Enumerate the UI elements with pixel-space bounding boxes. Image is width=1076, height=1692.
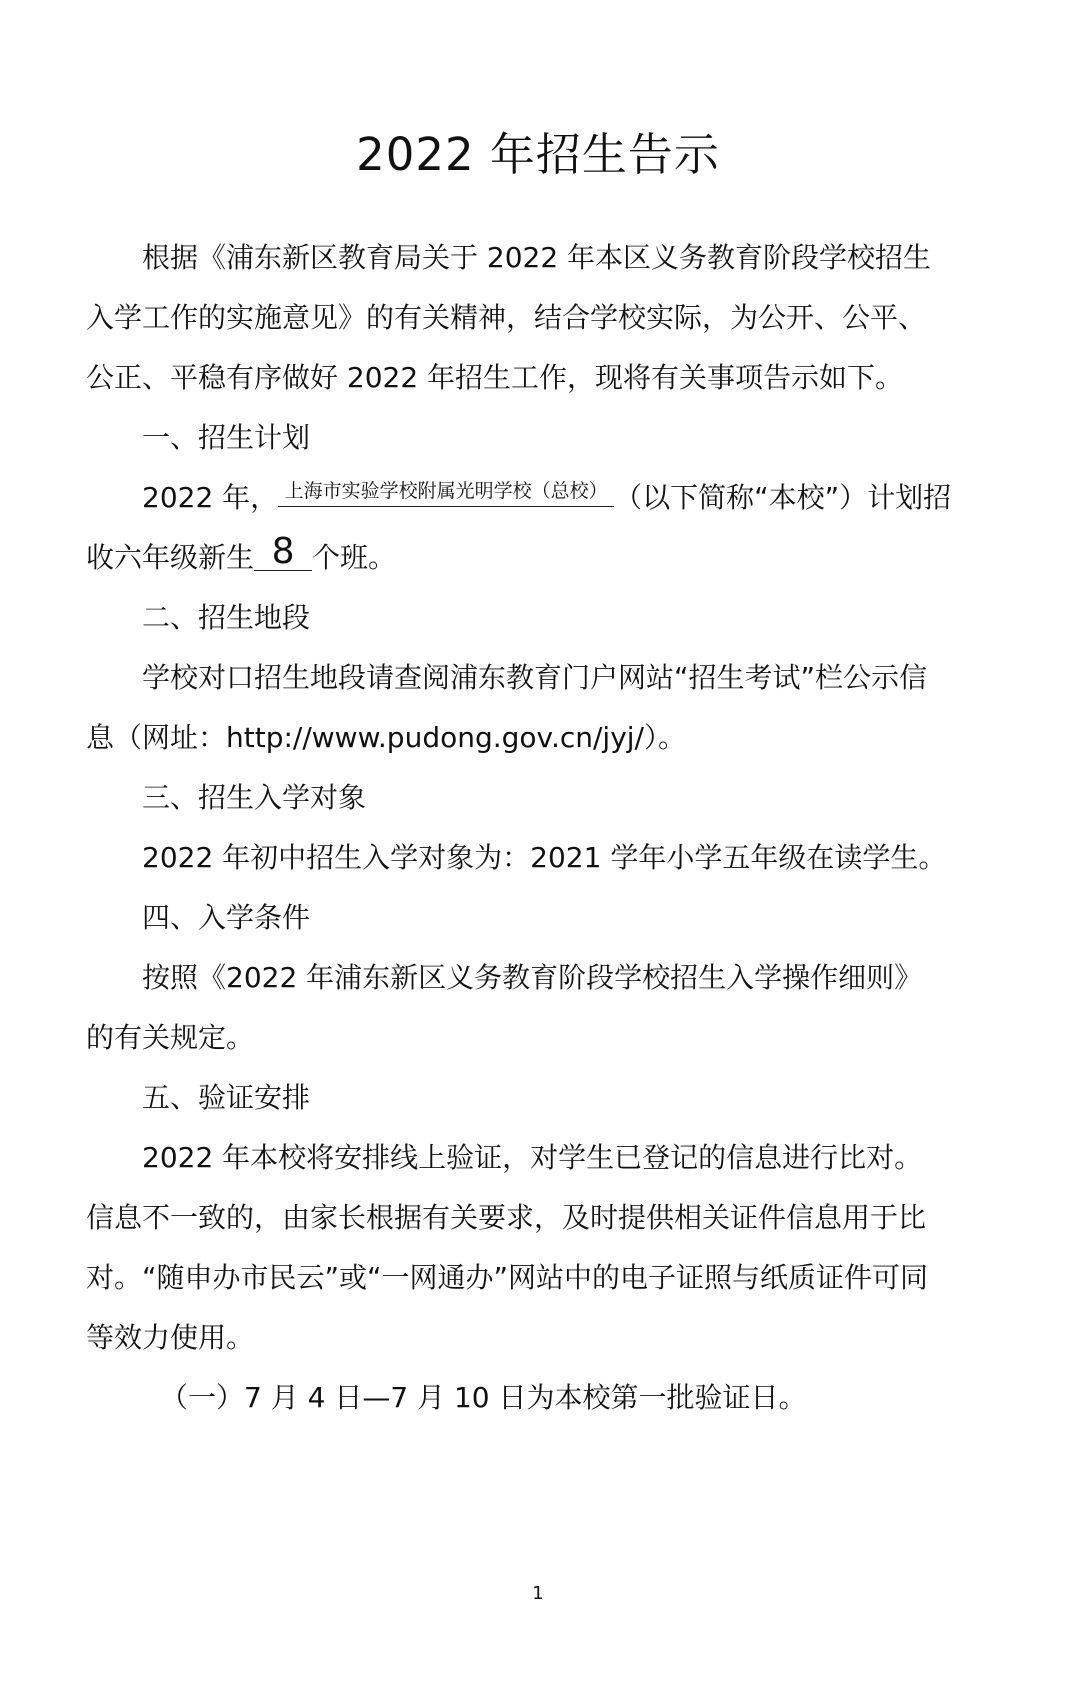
page-title: 2022 年招生告示 bbox=[356, 128, 720, 181]
section-1-line-1 bbox=[142, 478, 1042, 518]
school-name-fill: 上海市实验学校附属光明学校（总校） bbox=[278, 476, 614, 507]
section-3-line-1: 2022 年初中招生入学对象为：2021 学年小学五年级在读学生。 bbox=[142, 841, 947, 874]
section-1-line-2 bbox=[86, 531, 986, 578]
section-5-line-3: 对。“随申办市民云”或“一网通办”网站中的电子证照与纸质证件可同 bbox=[86, 1261, 929, 1294]
page-number: 1 bbox=[532, 1583, 544, 1604]
year-prefix: 2022 年， bbox=[142, 481, 279, 514]
section-4-heading: 四、入学条件 bbox=[142, 901, 311, 934]
intro-line-3: 公正、平稳有序做好 2022 年招生工作，现将有关事项告示如下。 bbox=[86, 361, 904, 394]
section-5-line-4: 等效力使用。 bbox=[86, 1321, 255, 1354]
section-2-line-2: 息（网址：http://www.pudong.gov.cn/jyj/）。 bbox=[86, 721, 686, 754]
section-5-line-1: 2022 年本校将安排线上验证，对学生已登记的信息进行比对。 bbox=[142, 1141, 923, 1174]
section-2-heading: 二、招生地段 bbox=[142, 601, 311, 634]
section-2-line-1: 学校对口招生地段请查阅浦东教育门户网站“招生考试”栏公示信 bbox=[142, 661, 928, 694]
section-5-item-1: （一）7 月 4 日—7 月 10 日为本校第一批验证日。 bbox=[160, 1381, 807, 1414]
school-suffix: （以下简称“本校”）计划招 bbox=[614, 481, 952, 514]
section-5-heading: 五、验证安排 bbox=[142, 1081, 311, 1114]
intro-line-2: 入学工作的实施意见》的有关精神，结合学校实际，为公开、公平、 bbox=[86, 301, 927, 334]
section-3-heading: 三、招生入学对象 bbox=[142, 781, 367, 814]
section-4-line-1: 按照《2022 年浦东新区义务教育阶段学校招生入学操作细则》 bbox=[142, 961, 923, 994]
intro-line-1: 根据《浦东新区教育局关于 2022 年本区义务教育阶段学校招生 bbox=[142, 241, 932, 274]
class-count-fill: 8 bbox=[254, 534, 312, 571]
class-suffix: 个班。 bbox=[312, 541, 397, 574]
section-4-line-2: 的有关规定。 bbox=[86, 1021, 255, 1054]
section-1-heading: 一、招生计划 bbox=[142, 421, 311, 454]
section-5-line-2: 信息不一致的，由家长根据有关要求，及时提供相关证件信息用于比 bbox=[86, 1201, 927, 1234]
new-students-prefix: 收六年级新生 bbox=[86, 541, 255, 574]
